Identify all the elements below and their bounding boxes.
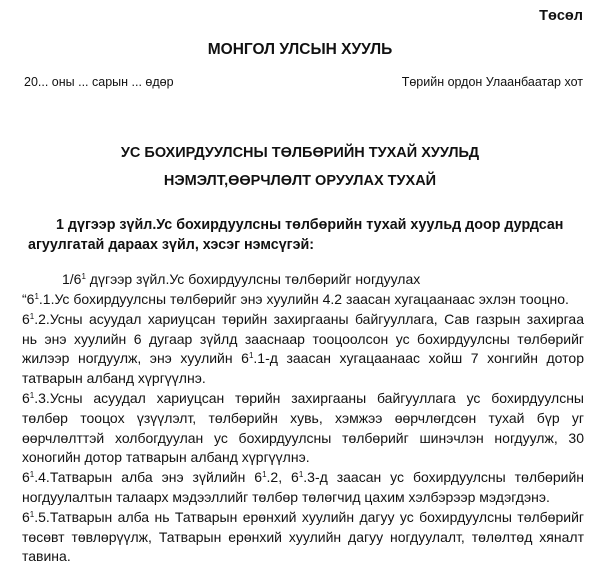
body-line-text: төлбөр тооцох үзүүлэлт, төлбөрийн хувь, хэмжээ өөрчлөгдсөн тухай бүр уг	[22, 409, 584, 426]
body-line-text: хоногийн дотор татварын албанд хүргүүлнэ.	[22, 449, 310, 466]
body-line	[22, 389, 584, 409]
body-line	[22, 468, 584, 488]
body-line-text: .2.Усны асуудал хариуцсан төрийн захиргааны байгууллага, Сав газрын захиргаа	[34, 310, 584, 327]
body-line-text: татварын албанд хүргүүлнэ.	[22, 370, 206, 387]
sub-article-text: дүгээр зүйл.Ус бохирдуулсны төлбөрийг ногдуулах	[85, 271, 421, 287]
superscript: 1	[248, 351, 254, 361]
article-1-heading-line-1: 1 дүгээр зүйл.Ус бохирдуулсны төлбөрийн тухай хуульд доор дурдсан	[56, 217, 564, 233]
body-line-prefix: 6	[22, 508, 30, 525]
body-line	[22, 488, 584, 508]
draft-label: Төсөл	[539, 8, 583, 24]
sub-article-number: 1/6	[62, 271, 82, 287]
body-line	[22, 310, 584, 330]
article-body	[22, 290, 584, 567]
body-line-text: өөрчлөлттэй холбогдуулан ус бохирдуулсны төлбөрийг шинэчлэн ногдуулж, 30	[22, 429, 584, 446]
sub-article-superscript: 1	[81, 272, 86, 281]
body-line-text: .3-д заасан ус бохирдуулсны төлбөрийн	[303, 469, 584, 486]
article-1-heading-line-2: агуулгатай дараах зүйл, хэсэг нэмсүгэй:	[28, 237, 315, 253]
body-line	[22, 290, 584, 310]
body-line	[22, 349, 584, 369]
body-line	[22, 429, 584, 449]
place-label: Төрийн ордон Улаанбаатар хот	[401, 75, 583, 89]
body-line-prefix: 6	[22, 469, 30, 486]
sub-article-heading	[62, 271, 420, 287]
body-line-prefix: 6	[22, 389, 30, 406]
superscript: 1	[298, 470, 304, 480]
body-line	[22, 547, 584, 567]
body-line-prefix: 6	[22, 310, 30, 327]
body-line	[22, 528, 584, 548]
article-1-heading	[28, 215, 588, 255]
body-line-text: тавина.	[22, 548, 71, 565]
law-title: МОНГОЛ УЛСЫН ХУУЛЬ	[207, 41, 393, 58]
superscript: 1	[262, 470, 267, 480]
body-line-prefix: “6	[22, 291, 35, 307]
date-placeholder: 20... оны ... сарын ... өдөр	[24, 75, 174, 89]
superscript: 1	[29, 509, 35, 519]
superscript: 1	[29, 390, 35, 400]
superscript: 1	[34, 292, 39, 301]
body-line-text: төсөвт төвлөрүүлж, Татварын ерөнхий хуулийн дагуу ногдуулалт, төлөлтөд хяналт	[22, 528, 584, 545]
superscript: 1	[29, 311, 35, 321]
body-line-text: .1-д заасан хугацаанаас хойш 7 хонгийн дотор	[253, 350, 584, 367]
body-line-text: .4.Татварын алба энэ зүйлийн 6	[34, 469, 263, 486]
body-line	[22, 409, 584, 429]
body-line-text: .5.Татварын алба нь Татварын ерөнхий хуулийн дагуу ус бохирдуулсны төлбөрийг	[34, 508, 584, 525]
superscript: 1	[29, 470, 35, 480]
body-line-text: .2, 6	[266, 469, 299, 486]
body-line-text: ногдуулалтын талаарх мэдээллийг төлбөр төлөгчид цахим хэлбэрээр мэдэгдэнэ.	[22, 488, 550, 505]
body-line-text: .3.Усны асуудал хариуцсан төрийн захиргааны байгууллага ус бохирдуулсны	[34, 389, 584, 406]
body-line	[22, 330, 584, 350]
body-line-text: нь энэ хуулийн 6 дугаар зүйлд зааснаар тооцоолсон ус бохирдуулсны төлбөрийг	[22, 330, 584, 347]
body-line	[22, 508, 584, 528]
document-title-line-1: УС БОХИРДУУЛСНЫ ТӨЛБӨРИЙН ТУХАЙ ХУУЛЬД	[120, 145, 480, 161]
body-line	[22, 448, 584, 468]
document-title-line-2: НЭМЭЛТ,ӨӨРЧЛӨЛТ ОРУУЛАХ ТУХАЙ	[163, 173, 437, 189]
body-line-prefix: жилээр ногдуулж, энэ хуулийн 6	[22, 350, 249, 367]
body-line	[22, 369, 584, 389]
body-line-text: .1.Ус бохирдуулсны төлбөрийг энэ хуулийн 4.2 заасан хугацаанаас эхлэн тооцно.	[38, 291, 569, 307]
